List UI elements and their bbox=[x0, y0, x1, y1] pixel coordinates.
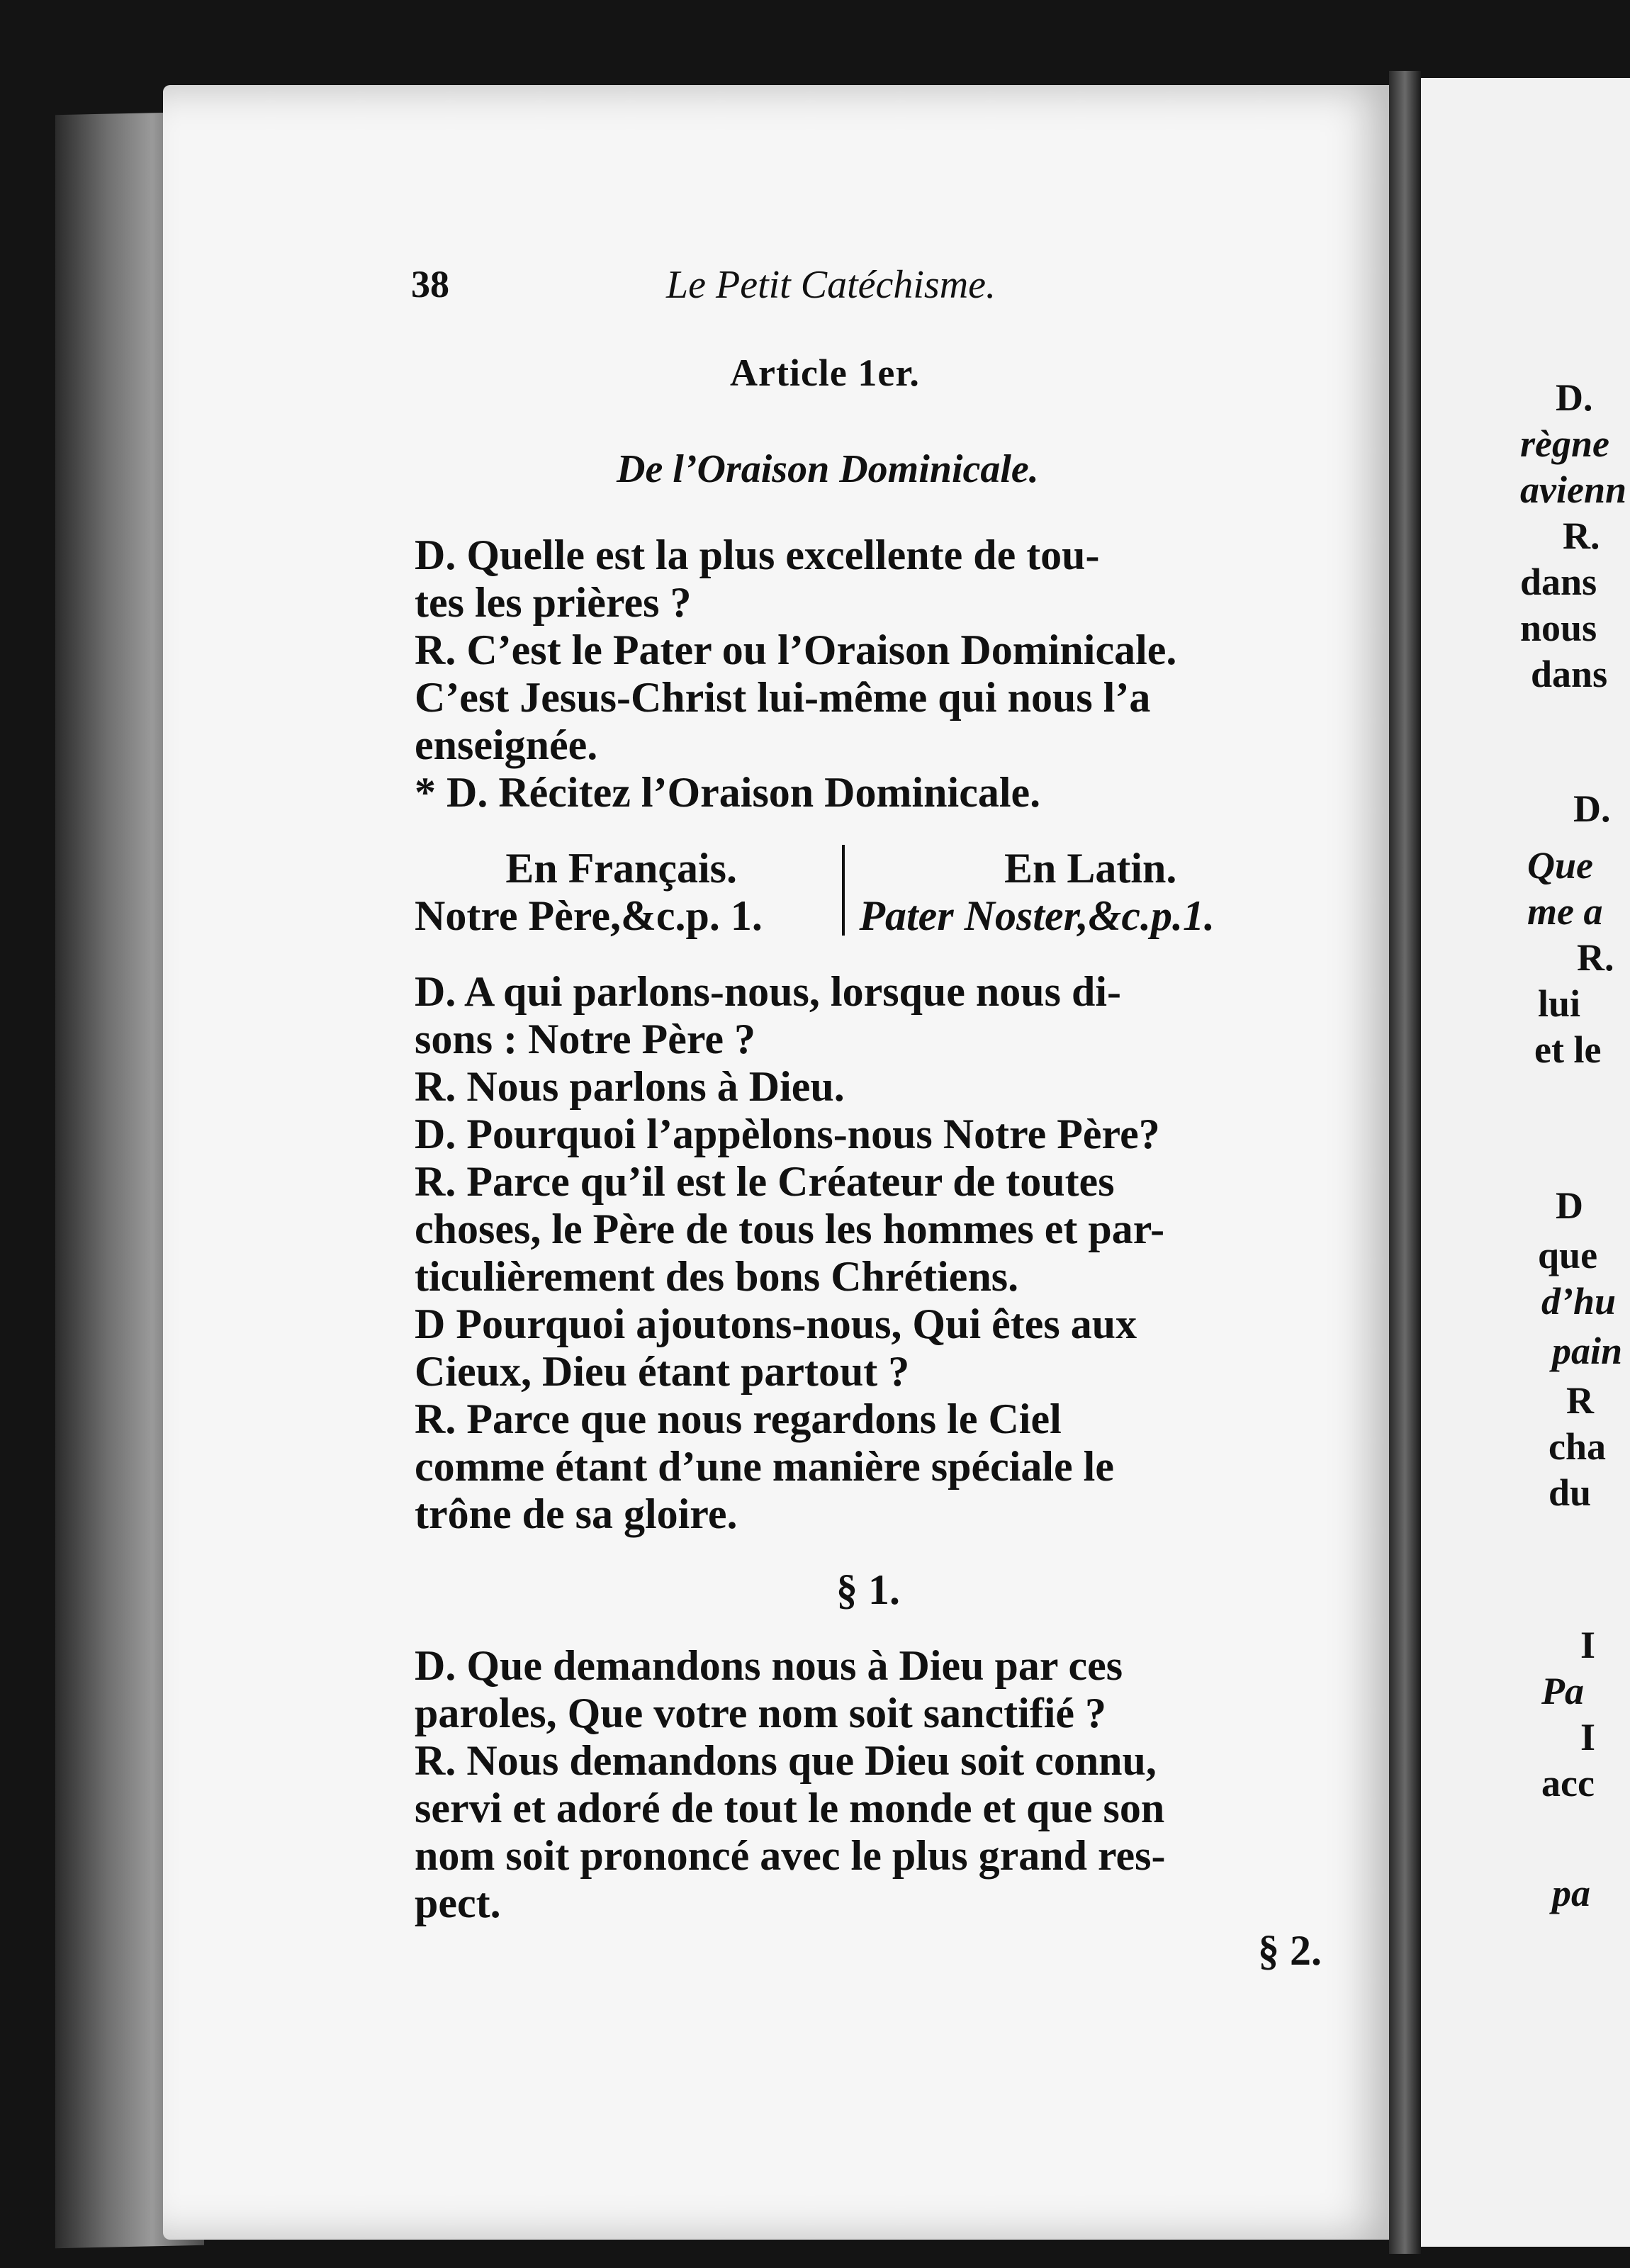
right-fragment: d’hu bbox=[1541, 1280, 1617, 1323]
text-line: paroles, Que votre nom soit sanctifié ? bbox=[415, 1690, 1107, 1736]
section-mark: § 1. bbox=[836, 1566, 900, 1613]
text-line: servi et adoré de tout le monde et que son bbox=[415, 1785, 1165, 1831]
text-line: * D. Récitez l’Oraison Dominicale. bbox=[415, 769, 1041, 816]
right-fragment: pa bbox=[1552, 1872, 1590, 1914]
right-fragment: lui bbox=[1538, 982, 1581, 1025]
text-line: D. Quelle est la plus excellente de tou- bbox=[415, 532, 1100, 578]
catchword: § 2. bbox=[1258, 1927, 1322, 1974]
book-spine bbox=[1389, 71, 1421, 2254]
text-line: D Pourquoi ajoutons-nous, Qui êtes aux bbox=[415, 1301, 1137, 1347]
text-line: D. Pourquoi l’appèlons-nous Notre Père? bbox=[415, 1111, 1160, 1157]
french-column bbox=[415, 845, 828, 940]
right-fragment: cha bbox=[1548, 1425, 1606, 1468]
right-fragment: et le bbox=[1534, 1028, 1602, 1071]
text-line: R. Parce qu’il est le Créateur de toutes bbox=[415, 1158, 1115, 1205]
column-text: Notre Père,&c.p. 1. bbox=[415, 892, 763, 939]
right-fragment: pain bbox=[1552, 1330, 1623, 1372]
right-fragment: R. bbox=[1577, 936, 1614, 979]
text-line: R. C’est le Pater ou l’Oraison Dominicale. bbox=[415, 627, 1177, 673]
text-line: C’est Jesus-Christ lui-même qui nous l’a bbox=[415, 674, 1151, 721]
spacer bbox=[415, 940, 1322, 968]
page-number: 38 bbox=[411, 263, 449, 305]
spacer bbox=[415, 816, 1322, 845]
text-line: tes les prières ? bbox=[415, 579, 692, 626]
right-fragment: I bbox=[1580, 1624, 1596, 1666]
right-fragment: R. bbox=[1563, 515, 1600, 557]
spacer bbox=[415, 1614, 1322, 1642]
running-title: Le Petit Catéchisme. bbox=[666, 263, 996, 307]
text-line: enseignée. bbox=[415, 722, 598, 768]
body-text bbox=[415, 532, 1322, 1975]
text-line: R. Parce que nous regardons le Ciel bbox=[415, 1396, 1062, 1442]
text-line: ticulièrement des bons Chrétiens. bbox=[415, 1253, 1019, 1300]
right-fragment: Pa bbox=[1541, 1670, 1584, 1712]
prayer-columns bbox=[415, 845, 1322, 940]
column-divider bbox=[842, 845, 845, 936]
right-fragment: avienn bbox=[1520, 468, 1627, 511]
text-line: D. Que demandons nous à Dieu par ces bbox=[415, 1642, 1123, 1689]
right-fragment: I bbox=[1580, 1716, 1596, 1758]
right-fragment: Que bbox=[1527, 844, 1593, 887]
text-line: choses, le Père de tous les hommes et par- bbox=[415, 1206, 1165, 1252]
right-fragment: du bbox=[1548, 1471, 1592, 1514]
text-line: R. Nous parlons à Dieu. bbox=[415, 1063, 845, 1110]
latin-column bbox=[859, 845, 1322, 940]
section-subtitle: De l’Oraison Dominicale. bbox=[617, 447, 1039, 491]
right-fragment: me a bbox=[1527, 890, 1603, 933]
right-fragment: nous bbox=[1520, 607, 1597, 649]
right-fragment: dans bbox=[1520, 561, 1597, 603]
right-fragment: D. bbox=[1556, 376, 1593, 419]
column-text: Pater Noster,&c.p.1. bbox=[859, 892, 1215, 939]
column-heading: En Français. bbox=[505, 845, 738, 892]
right-fragment: D bbox=[1556, 1184, 1583, 1227]
right-fragment: que bbox=[1538, 1234, 1598, 1276]
right-fragment: règne bbox=[1520, 422, 1609, 465]
article-heading: Article 1er. bbox=[730, 352, 920, 394]
text-line: Cieux, Dieu étant partout ? bbox=[415, 1348, 910, 1395]
text-line: sons : Notre Père ? bbox=[415, 1016, 755, 1062]
text-line: D. A qui parlons-nous, lorsque nous di- bbox=[415, 968, 1122, 1015]
text-line: comme étant d’une manière spéciale le bbox=[415, 1443, 1114, 1490]
right-fragment: dans bbox=[1531, 653, 1608, 695]
right-fragment: R bbox=[1566, 1379, 1594, 1422]
right-page-fragment bbox=[1421, 78, 1630, 2247]
right-fragment: acc bbox=[1541, 1762, 1595, 1804]
text-line: trône de sa gloire. bbox=[415, 1491, 738, 1537]
column-heading: En Latin. bbox=[1004, 845, 1177, 892]
text-line: pect. bbox=[415, 1880, 501, 1926]
text-line: R. Nous demandons que Dieu soit connu, bbox=[415, 1737, 1157, 1784]
text-line: nom soit prononcé avec le plus grand res- bbox=[415, 1832, 1166, 1879]
spacer bbox=[415, 1538, 1322, 1566]
right-fragment: D. bbox=[1573, 787, 1611, 830]
